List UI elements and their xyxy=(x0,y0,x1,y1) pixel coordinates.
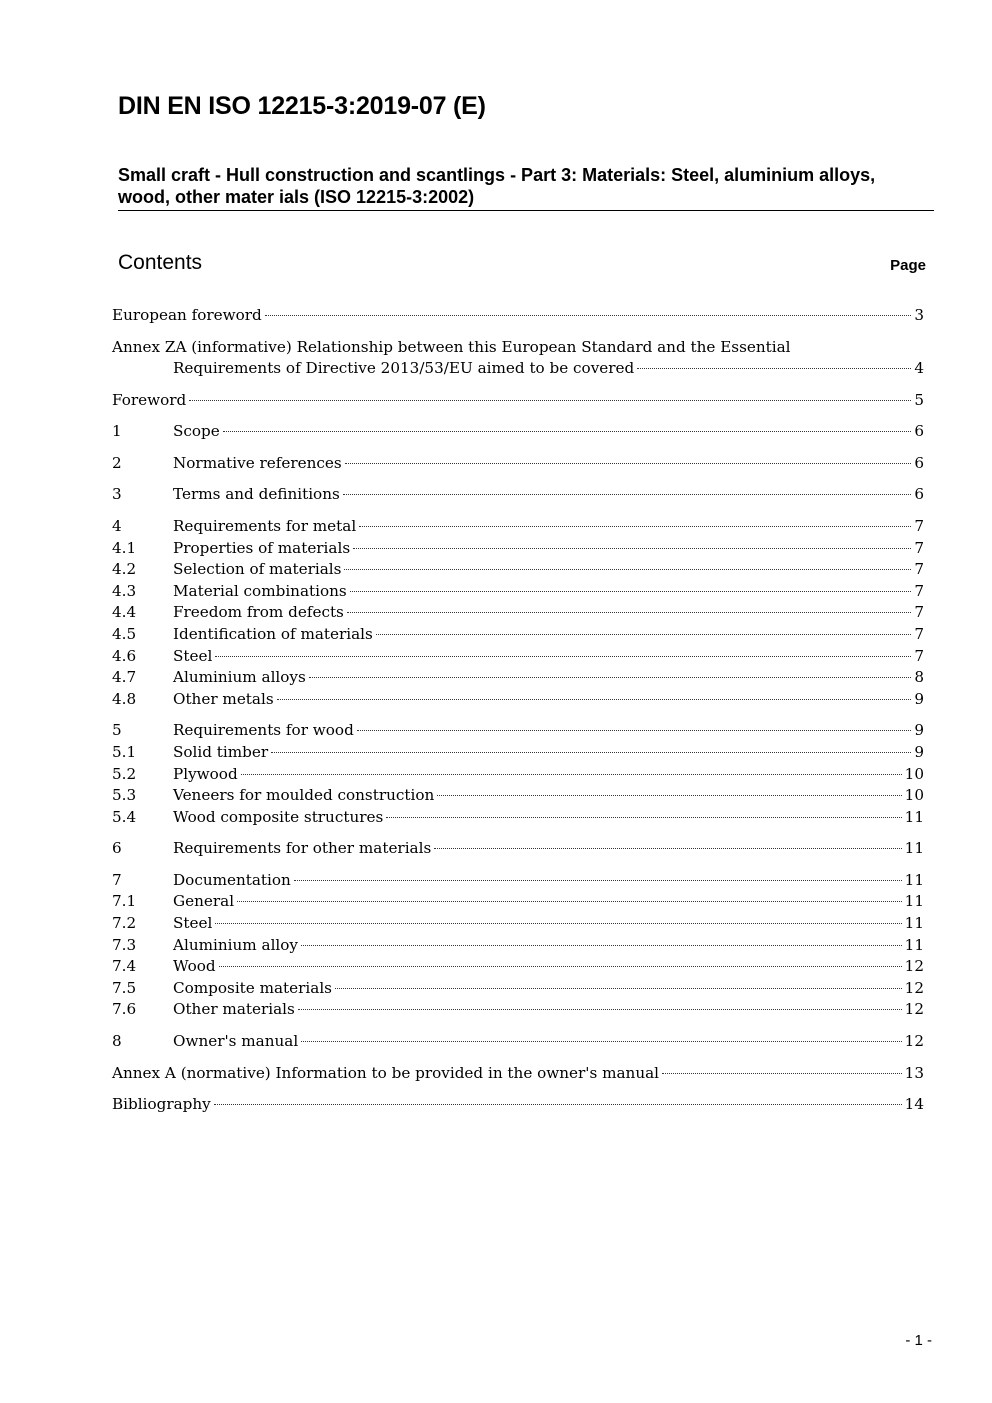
dot-leader xyxy=(335,988,902,989)
dot-leader xyxy=(376,634,912,635)
toc-entry-page: 7 xyxy=(914,538,924,557)
dot-leader xyxy=(386,817,901,818)
toc-entry-page: 11 xyxy=(904,807,924,826)
toc-entry-page: 11 xyxy=(904,892,924,911)
toc-entry-number: 4.6 xyxy=(112,646,137,665)
toc-entry-text: European foreword xyxy=(112,306,262,324)
toc-entry[interactable] xyxy=(112,764,924,786)
toc-entry[interactable] xyxy=(112,978,924,1000)
toc-entry-number: 4.7 xyxy=(112,668,137,687)
toc-entry-text: Bibliography xyxy=(112,1095,211,1114)
toc-entry-number: 7.2 xyxy=(112,914,137,933)
toc-entry-page: 7 xyxy=(914,624,924,643)
dot-leader xyxy=(277,699,912,700)
toc-entry-text: Composite materials xyxy=(173,978,332,997)
toc-entry[interactable] xyxy=(112,646,924,668)
toc-entry-number: 7.6 xyxy=(112,1000,137,1019)
toc-entry-page: 11 xyxy=(904,839,924,858)
toc-entry-page: 11 xyxy=(904,935,924,954)
toc-entry-text: Properties of materials xyxy=(173,538,351,557)
toc-entry[interactable] xyxy=(112,667,924,689)
toc-entry-text: Freedom from defects xyxy=(173,603,344,622)
toc-entry-page: 9 xyxy=(914,721,924,740)
toc-entry-page: 7 xyxy=(914,560,924,579)
dot-leader xyxy=(298,1009,902,1010)
toc-entry-number: 3 xyxy=(112,485,122,504)
toc-entry-page: 6 xyxy=(914,485,924,504)
toc-entry-number: 7.1 xyxy=(112,892,137,911)
dot-leader xyxy=(294,880,902,881)
toc-entry-page: 5 xyxy=(914,390,924,409)
toc-entry[interactable] xyxy=(112,720,924,742)
toc-entry[interactable] xyxy=(112,999,924,1021)
toc-entry-number: 5.4 xyxy=(112,807,137,826)
toc-entry-text: General xyxy=(173,892,235,911)
toc-entry-page: 13 xyxy=(904,1063,924,1082)
toc-entry-text: Requirements for wood xyxy=(173,721,354,740)
toc-entry-text: Plywood xyxy=(173,764,238,783)
toc-entry-page: 7 xyxy=(914,646,924,665)
toc-entry-page: 14 xyxy=(904,1095,924,1114)
toc-entry-number: 5 xyxy=(112,721,122,740)
toc-entry-page: 12 xyxy=(904,1032,924,1051)
dot-leader xyxy=(214,1104,902,1105)
toc-entry-number: 4.5 xyxy=(112,624,137,643)
toc-entry-text: Solid timber xyxy=(173,742,269,761)
toc-entry-number: 2 xyxy=(112,453,122,472)
toc-entry-text: Documentation xyxy=(173,870,291,889)
toc-entry[interactable] xyxy=(112,559,924,581)
page-number: - 1 - xyxy=(905,1332,932,1349)
toc-entry-text: Owner's manual xyxy=(173,1032,299,1051)
toc-entry-number: 4.4 xyxy=(112,603,137,622)
dot-leader xyxy=(359,526,911,527)
toc-entry-annex-za[interactable] xyxy=(112,337,924,380)
document-title: DIN EN ISO 12215-3:2019-07 (E) xyxy=(118,92,486,120)
toc-entry[interactable] xyxy=(112,484,924,506)
toc-entry-page: 12 xyxy=(904,1000,924,1019)
dot-leader xyxy=(241,774,902,775)
toc-entry-number: 5.2 xyxy=(112,764,137,783)
toc-entry-number: 6 xyxy=(112,839,122,858)
toc-entry-text: Annex ZA (informative) Relationship between this European Standard and the Essential xyxy=(112,337,791,356)
dot-leader xyxy=(219,966,902,967)
dot-leader xyxy=(215,923,901,924)
toc-entry[interactable] xyxy=(112,602,924,624)
toc-entry-number: 4.2 xyxy=(112,560,137,579)
dot-leader xyxy=(215,656,911,657)
dot-leader xyxy=(271,752,911,753)
toc-entry[interactable] xyxy=(112,538,924,560)
toc-entry-page: 7 xyxy=(914,581,924,600)
toc-entry-text: Other metals xyxy=(173,689,274,708)
dot-leader xyxy=(343,494,912,495)
toc-entry[interactable] xyxy=(112,421,924,443)
toc-entry-number: 7.4 xyxy=(112,957,137,976)
toc-entry-text: Steel xyxy=(173,914,213,933)
page-column-label: Page xyxy=(890,257,926,274)
toc-entry[interactable] xyxy=(112,838,924,860)
toc-entry[interactable] xyxy=(112,891,924,913)
dot-leader xyxy=(301,945,902,946)
toc-entry-text: Foreword xyxy=(112,390,187,409)
toc-entry-page: 10 xyxy=(904,786,924,805)
dot-leader xyxy=(309,677,912,678)
dot-leader xyxy=(434,848,901,849)
toc-entry-page: 7 xyxy=(914,603,924,622)
toc-entry-number: 1 xyxy=(112,422,122,441)
toc-entry[interactable] xyxy=(112,956,924,978)
toc-entry[interactable] xyxy=(112,689,924,711)
toc-entry-number: 4 xyxy=(112,516,122,535)
toc-entry[interactable] xyxy=(112,1031,924,1053)
toc-entry-text: Terms and definitions xyxy=(173,485,340,504)
dot-leader xyxy=(237,901,902,902)
toc-entry-european-foreword[interactable] xyxy=(112,305,924,327)
toc-entry-text: Veneers for moulded construction xyxy=(173,786,435,805)
toc-entry[interactable] xyxy=(112,453,924,475)
dot-leader xyxy=(301,1041,901,1042)
toc-entry-text: Identification of materials xyxy=(173,624,373,643)
toc-entry-page: 12 xyxy=(904,978,924,997)
toc-entry-text: Requirements for metal xyxy=(173,516,357,535)
toc-entry-text: Wood composite structures xyxy=(173,807,384,826)
dot-leader xyxy=(344,569,911,570)
toc-entry-text: Material combinations xyxy=(173,581,347,600)
document-subtitle: Small craft - Hull construction and scantlings - Part 3: Materials: Steel, aluminium alloys, wood, other mater ials (ISO 12215-3:2002) xyxy=(118,165,876,207)
toc-entry-page: 11 xyxy=(904,870,924,889)
table-of-contents xyxy=(112,305,924,1116)
toc-entry-number: 4.8 xyxy=(112,689,137,708)
toc-entry-page: 8 xyxy=(914,668,924,687)
toc-entry-page: 4 xyxy=(914,358,924,377)
toc-entry-page: 6 xyxy=(914,453,924,472)
toc-entry-page: 7 xyxy=(914,516,924,535)
dot-leader xyxy=(350,591,912,592)
toc-entry-number: 7.3 xyxy=(112,935,137,954)
toc-entry[interactable] xyxy=(112,935,924,957)
toc-entry-number: 7 xyxy=(112,870,122,889)
toc-entry[interactable] xyxy=(112,785,924,807)
dot-leader xyxy=(223,431,912,432)
dot-leader xyxy=(357,730,912,731)
toc-entry-text: Aluminium alloys xyxy=(173,668,306,687)
toc-entry-annex-a[interactable] xyxy=(112,1063,924,1085)
dot-leader xyxy=(345,463,912,464)
toc-entry-text: Other materials xyxy=(173,1000,295,1019)
dot-leader xyxy=(353,548,911,549)
toc-entry-number: 5.3 xyxy=(112,786,137,805)
toc-entry[interactable] xyxy=(112,807,924,829)
toc-entry-text: Steel xyxy=(173,646,213,665)
toc-entry[interactable] xyxy=(112,870,924,892)
toc-entry[interactable] xyxy=(112,742,924,764)
toc-entry-page: 10 xyxy=(904,764,924,783)
toc-entry-page: 12 xyxy=(904,957,924,976)
toc-entry[interactable] xyxy=(112,581,924,603)
dot-leader xyxy=(347,612,911,613)
toc-entry-number: 4.3 xyxy=(112,581,137,600)
toc-entry-number: 8 xyxy=(112,1032,122,1051)
toc-entry-text: Aluminium alloy xyxy=(173,935,299,954)
toc-entry[interactable] xyxy=(112,516,924,538)
toc-entry-text: Annex A (normative) Information to be provided in the owner's manual xyxy=(112,1063,660,1082)
toc-entry-page: 6 xyxy=(914,422,924,441)
toc-entry-page: 9 xyxy=(914,689,924,708)
toc-entry-number: 4.1 xyxy=(112,538,137,557)
dot-leader xyxy=(437,795,901,796)
toc-entry[interactable] xyxy=(112,913,924,935)
contents-heading: Contents xyxy=(118,251,203,274)
toc-entry-number: 5.1 xyxy=(112,742,137,761)
toc-entry-text-continued: Requirements of Directive 2013/53/EU aimed to be covered xyxy=(173,358,635,377)
dot-leader xyxy=(637,368,911,369)
toc-entry[interactable] xyxy=(112,624,924,646)
toc-entry-text: Wood xyxy=(173,957,216,976)
toc-entry-page: 9 xyxy=(914,742,924,761)
toc-entry-text: Selection of materials xyxy=(173,560,342,579)
dot-leader xyxy=(189,400,911,401)
dot-leader xyxy=(265,315,912,316)
toc-entry-text: Normative references xyxy=(173,453,342,472)
toc-entry-text: Scope xyxy=(173,422,220,441)
toc-entry-page: 3 xyxy=(914,306,924,324)
dot-leader xyxy=(662,1073,902,1074)
title-divider xyxy=(118,210,934,211)
toc-entry-bibliography[interactable] xyxy=(112,1094,924,1116)
toc-entry-text: Requirements for other materials xyxy=(173,839,432,858)
toc-entry-number: 7.5 xyxy=(112,978,137,997)
toc-entry-foreword[interactable] xyxy=(112,390,924,412)
toc-entry-page: 11 xyxy=(904,914,924,933)
